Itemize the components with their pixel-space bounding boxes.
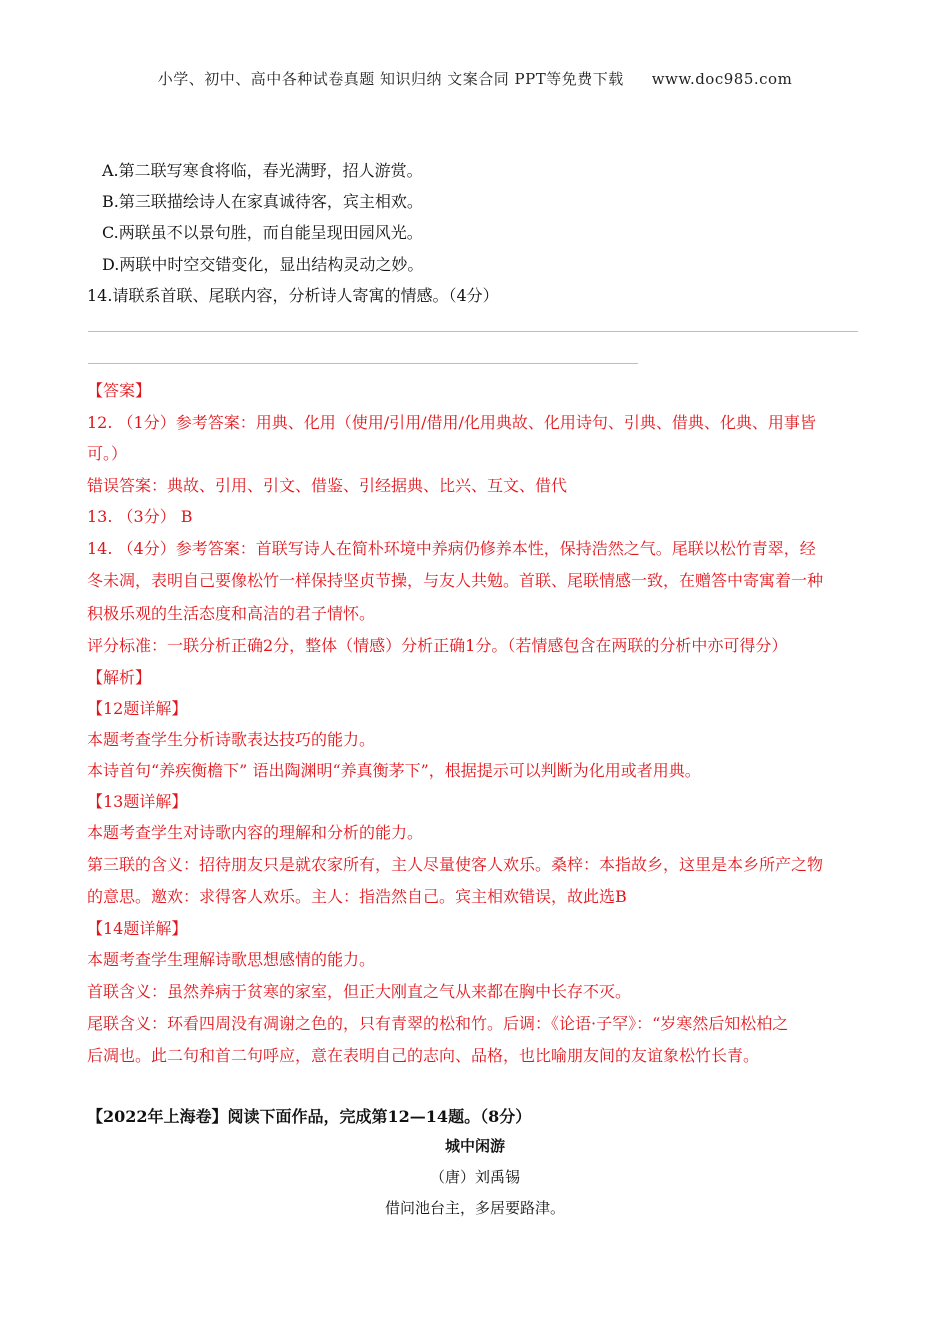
- answer-14-line-3: 积极乐观的生活态度和高洁的君子情怀。: [87, 604, 376, 623]
- answer-14-line-2: 冬未凋，表明自己要像松竹一样保持坚贞节操，与友人共勉。首联、尾联情感一致，在赠答中寄寓着一种: [87, 571, 824, 590]
- answer-12-line-2: 可。）: [87, 444, 128, 463]
- detail-13-line-3: 的意思。邀欢：求得客人欢乐。主人：指浩然自己。宾主相欢错误，故此选B: [87, 887, 627, 906]
- header-text: 小学、初中、高中各种试卷真题 知识归纳 文案合同 PPT等免费下载: [157, 70, 624, 88]
- scoring-standard: 评分标准：一联分析正确2分，整体（情感）分析正确1分。（若情感包含在两联的分析中亦可得分）: [87, 636, 788, 655]
- option-a: A.第二联写寒食将临，春光满野，招人游赏。: [102, 161, 423, 180]
- answer-14-line-1: 14. （4分）参考答案：首联写诗人在简朴环境中养病仍修养本性，保持浩然之气。尾联以松竹青翠，经: [87, 539, 816, 558]
- detail-13-line-1: 本题考查学生对诗歌内容的理解和分析的能力。: [87, 823, 424, 842]
- question-14: 14.请联系首联、尾联内容，分析诗人寄寓的情感。（4分）: [87, 286, 499, 305]
- detail-14-line-4: 后凋也。此二句和首二句呼应，意在表明自己的志向、品格，也比喻朋友间的友谊象松竹长青。: [87, 1046, 760, 1065]
- answer-line-1: [88, 331, 858, 332]
- detail-13-line-2: 第三联的含义：招待朋友只是就农家所有，主人尽量使客人欢乐。桑梓：本指故乡，这里是本乡所产之物: [87, 855, 824, 874]
- detail-14-line-1: 本题考查学生理解诗歌思想感情的能力。: [87, 950, 376, 969]
- detail-12-heading: 【12题详解】: [87, 699, 188, 718]
- page-header: [0, 68, 950, 89]
- detail-13-heading: 【13题详解】: [87, 792, 188, 811]
- section-intro: 【2022年上海卷】阅读下面作品，完成第12—14题。（8分）: [87, 1107, 532, 1126]
- answer-line-2: [88, 363, 638, 364]
- detail-12-line-2: 本诗首句“养疾衡檐下” 语出陶渊明“养真衡茅下”，根据提示可以判断为化用或者用典。: [87, 761, 701, 780]
- poem-title: 城中闲游: [444, 1137, 505, 1155]
- detail-12-line-1: 本题考查学生分析诗歌表达技巧的能力。: [87, 730, 376, 749]
- answer-heading: 【答案】: [87, 381, 152, 400]
- analysis-heading: 【解析】: [87, 668, 152, 687]
- detail-14-line-2: 首联含义：虽然养病于贫寒的家室，但正大刚直之气从来都在胸中长存不灭。: [87, 982, 632, 1001]
- header-site: www.doc985.com: [651, 70, 793, 88]
- detail-14-heading: 【14题详解】: [87, 919, 188, 938]
- poem-first-line: 借问池台主，多居要路津。: [384, 1199, 565, 1217]
- option-c: C.两联虽不以景句胜，而自能呈现田园风光。: [102, 223, 423, 242]
- detail-14-line-3: 尾联含义：环看四周没有凋谢之色的，只有青翠的松和竹。后调：《论语·子罕》：“岁寒然后知松柏之: [87, 1014, 789, 1033]
- option-b: B.第三联描绘诗人在家真诚待客，宾主相欢。: [102, 192, 423, 211]
- answer-12-line-1: 12. （1分）参考答案：用典、化用（使用/引用/借用/化用典故、化用诗句、引典、借典、化典、用事皆: [87, 413, 816, 432]
- option-d: D.两联中时空交错变化，显出结构灵动之妙。: [102, 255, 424, 274]
- answer-13: 13. （3分） B: [87, 507, 193, 526]
- wrong-answers: 错误答案：典故、引用、引文、借鉴、引经据典、比兴、互文、借代: [87, 476, 568, 495]
- poem-author: （唐）刘禹锡: [429, 1168, 520, 1186]
